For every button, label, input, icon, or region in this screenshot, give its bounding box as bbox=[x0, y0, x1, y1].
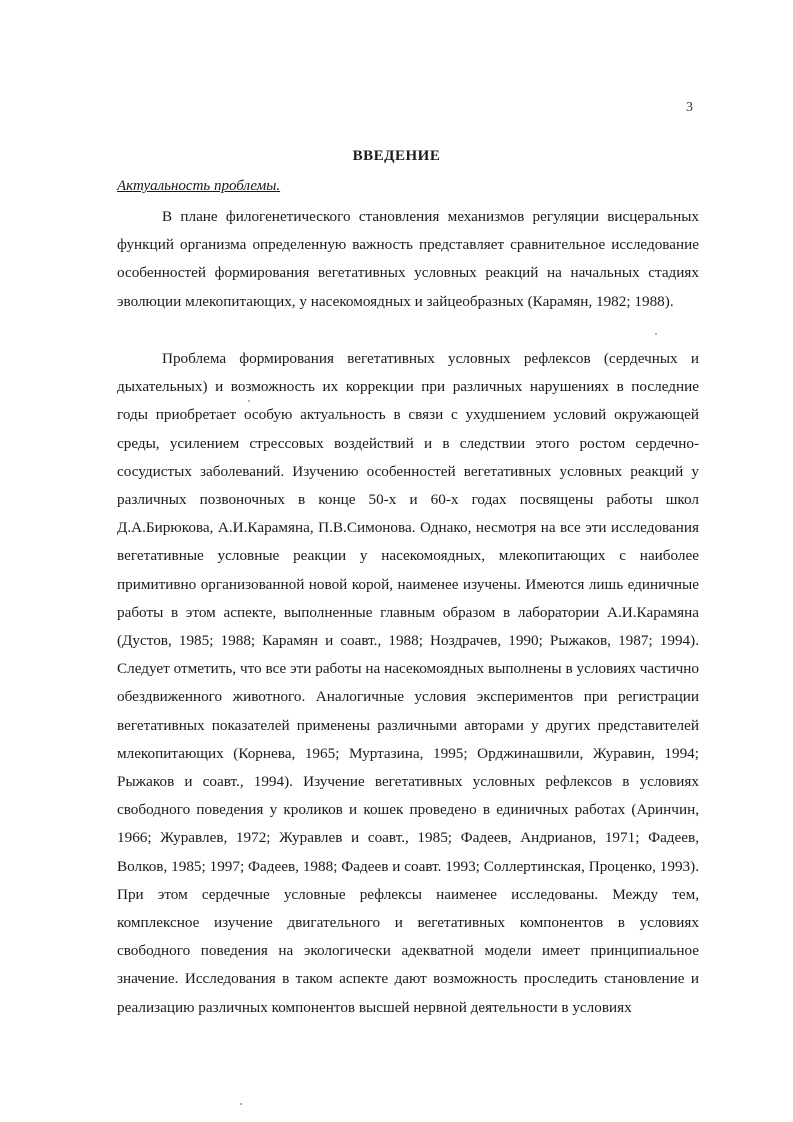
page-title: ВВЕДЕНИЕ bbox=[352, 148, 441, 164]
scan-artifact bbox=[655, 333, 657, 335]
section-heading: Актуальность проблемы. bbox=[117, 178, 281, 194]
paragraph-2: Проблема формирования вегетативных условных рефлексов (сердечных и дыхательных) и возможность их коррекции при различных нарушениях в последние годы приобретает особую актуальность в связи с ухудшением условий окружающей среды, усилением стрессовых воздействий и в следствии этого ростом сердечно-сосудистых заболеваний. Изучению особенностей вегетативных условных реакций у различных позвоночных в конце 50-х и 60-х годах посвящены работы школ Д.А.Бирюкова, А.И.Карамяна, П.В.Симонова. Однако, несмотря на все эти исследования вегетативные условные реакции у насекомоядных, млекопитающих с наиболее примитивно организованной новой корой, наименее изучены. Имеются лишь единичные работы в этом аспекте, выполненные главным образом в лаборатории А.И.Карамяна (Дустов, 1985; 1988; Карамян и соавт., 1988; Ноздрачев, 1990; Рыжаков, 1987; 1994). Следует отметить, что все эти работы на насекомоядных выполнены в условиях частично обездвиженного животного. Аналогичные условия экспериментов при регистрации вегетативных показателей применены различными авторами у других представителей млекопитающих (Корнева, 1965; Муртазина, 1995; Орджинашвили, Журавин, 1994; Рыжаков и соавт., 1994). Изучение вегетативных условных рефлексов в условиях свободного поведения у кроликов и кошек проведено в единичных работах (Аринчин, 1966; Журавлев, 1972; Журавлев и соавт., 1985; Фадеев, Андрианов, 1971; Фадеев, Волков, 1985; 1997; Фадеев, 1988; Фадеев и соавт. 1993; Соллертинская, Проценко, 1993). При этом сердечные условные рефлексы наименее исследованы. Между тем, комплексное изучение двигательного и вегетативных компонентов в условиях свободного поведения на экологически адекватной модели имеет принципиальное значение. Исследования в таком аспекте дают возможность проследить становление и реализацию различных компонентов высшей нервной деятельности в условиях bbox=[117, 350, 699, 1016]
paragraph-1: В плане филогенетического становления механизмов регуляции висцеральных функций организма определенную важность представляет сравнительное исследование особенностей формирования вегетативных условных реакций на начальных стадиях эволюции млекопитающих, у насекомоядных и зайцеобразных (Карамян, 1982; 1988). bbox=[117, 208, 699, 310]
page-number: 3 bbox=[686, 100, 693, 115]
scan-artifact bbox=[240, 1103, 242, 1105]
scan-artifact bbox=[248, 400, 250, 402]
